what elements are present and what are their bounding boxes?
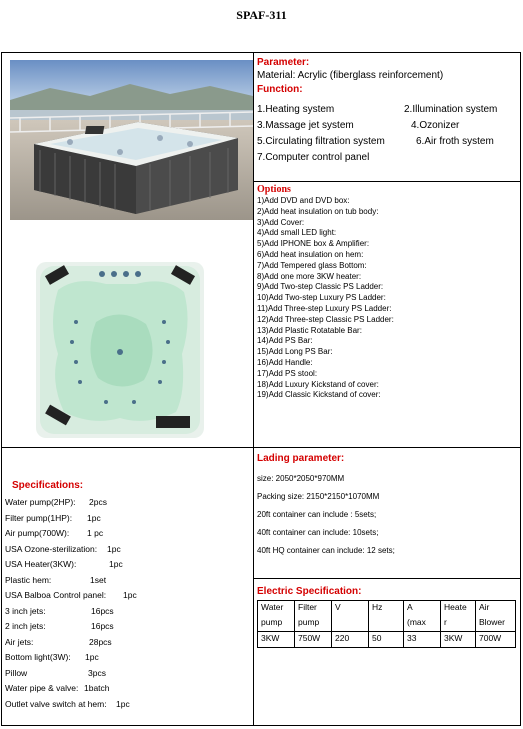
spec-value: 1set [90, 574, 107, 585]
function-row [257, 118, 519, 134]
option-item: 7)Add Tempered glass Bottom: [257, 260, 367, 270]
table-cell: (max [404, 616, 441, 632]
table-cell: 750W [295, 632, 332, 648]
spec-label: Water pipe & valve: [5, 683, 79, 693]
spec-row [5, 542, 121, 558]
material-text: Material: Acrylic (fiberglass reinforcement) [257, 70, 444, 81]
table-cell [369, 616, 404, 632]
electric-header-row [258, 601, 516, 617]
spec-value: 3pcs [88, 667, 106, 678]
spec-value: 1batch [84, 683, 110, 693]
option-item: 13)Add Plastic Rotatable Bar: [257, 325, 362, 335]
table-cell: 3KW [258, 632, 295, 648]
spec-label: Air pump(700W): [5, 528, 70, 538]
spec-label: USA Heater(3KW): [5, 559, 77, 569]
spec-label: Water pump(2HP): [5, 497, 76, 507]
spec-row [5, 635, 112, 651]
electric-header-row [258, 616, 516, 632]
spec-label: 2 inch jets: [5, 621, 46, 631]
spec-row [5, 495, 107, 511]
spec-row [5, 604, 114, 620]
function-item: 6.Air froth system [416, 136, 494, 147]
function-row [257, 134, 519, 150]
spec-row [5, 666, 107, 682]
spec-row [5, 511, 107, 527]
hot-tub-terrace-photo [10, 60, 253, 220]
spec-row [5, 650, 107, 666]
table-cell: pump [258, 616, 295, 632]
table-cell: 220 [332, 632, 369, 648]
spec-label: 3 inch jets: [5, 605, 46, 616]
table-cell: Air [476, 601, 516, 617]
option-item: 15)Add Long PS Bar: [257, 347, 333, 357]
table-cell: pump [295, 616, 332, 632]
electric-value-row [258, 632, 516, 648]
option-item: 9)Add Two-step Classic PS Ladder: [257, 282, 384, 292]
options-list [257, 196, 394, 401]
spec-row [5, 573, 107, 589]
table-cell: A [404, 601, 441, 617]
row-divider [253, 181, 521, 182]
table-cell: Hz [369, 601, 404, 617]
spec-label: Filter pump(1HP): [5, 512, 73, 523]
table-cell: 50 [369, 632, 404, 648]
spec-label: Air jets: [5, 636, 34, 647]
option-item: 2)Add heat insulation on tub body: [257, 206, 379, 216]
function-heading: Function: [257, 84, 303, 95]
parameter-heading: Parameter: [257, 57, 310, 68]
option-item: 5)Add IPHONE box & Amplifier: [257, 239, 370, 249]
specifications-heading: Specifications: [12, 480, 84, 491]
spec-row [5, 588, 137, 604]
spec-value: 28pcs [89, 636, 112, 647]
table-cell: r [441, 616, 476, 632]
option-item: 18)Add Luxury Kickstand of cover: [257, 379, 379, 389]
option-item: 6)Add heat insulation on hem: [257, 249, 364, 259]
spec-value: 1pc [107, 543, 121, 554]
spec-label: USA Balboa Control panel: [5, 590, 107, 600]
option-item: 17)Add PS stool: [257, 368, 318, 378]
hot-tub-top-view-photo [36, 262, 204, 438]
column-divider [253, 52, 254, 726]
option-item: 4)Add small LED light: [257, 228, 337, 238]
lading-section [257, 453, 395, 558]
spec-label: USA Ozone-sterilization: [5, 543, 98, 554]
function-row [257, 150, 519, 166]
lading-40ft-hq: 40ft HQ container can include: 12 sets; [257, 546, 395, 555]
function-item: 3.Massage jet system [257, 120, 354, 131]
table-cell: Water [258, 601, 295, 617]
option-item: 11)Add Three-step Luxury PS Ladder: [257, 303, 392, 313]
options-section [257, 184, 394, 401]
table-cell: 3KW [441, 632, 476, 648]
spec-row [5, 681, 110, 697]
option-item: 10)Add Two-step Luxury PS Ladder: [257, 293, 386, 303]
spec-value: 1 pc [87, 528, 104, 538]
option-item: 3)Add Cover: [257, 217, 305, 227]
option-item: 1)Add DVD and DVD box: [257, 196, 350, 205]
spec-label: Plastic hem: [5, 574, 52, 585]
specifications-list [5, 495, 137, 712]
option-item: 8)Add one more 3KW heater: [257, 271, 362, 281]
function-item: 5.Circulating filtration system [257, 136, 385, 147]
function-item: 2.Illumination system [404, 104, 498, 115]
spec-label: Outlet valve switch at hem: [5, 698, 107, 709]
spec-value: 1pc [123, 590, 137, 600]
option-item: 14)Add PS Bar: [257, 336, 313, 346]
parameter-section [257, 57, 443, 95]
lading-20ft: 20ft container can include : 5sets; [257, 510, 377, 519]
lading-40ft: 40ft container can include: 10sets; [257, 528, 379, 537]
function-item: 7.Computer control panel [257, 152, 370, 163]
spec-value: 16pcs [91, 621, 114, 631]
options-heading: Options [257, 184, 291, 195]
function-item: 1.Heating system [257, 104, 335, 115]
table-cell [332, 616, 369, 632]
option-item: 16)Add Handle: [257, 357, 313, 367]
table-cell: 33 [404, 632, 441, 648]
row-divider [1, 447, 521, 448]
lading-packing-size: Packing size: 2150*2150*1070MM [257, 492, 380, 501]
electric-table [257, 600, 516, 648]
spec-value: 16pcs [91, 605, 114, 616]
table-cell: V [332, 601, 369, 617]
lading-heading: Lading parameter: [257, 453, 345, 464]
lading-size: size: 2050*2050*970MM [257, 474, 345, 483]
table-cell: Blower [476, 616, 516, 632]
spec-row [5, 697, 130, 713]
spec-label: Pillow [5, 667, 28, 678]
table-cell: Filter [295, 601, 332, 617]
spec-value: 1pc [87, 512, 101, 523]
page-title: SPAF-311 [236, 8, 287, 22]
electric-heading: Electric Specification: [257, 586, 362, 597]
spec-value: 1pc [109, 559, 123, 569]
spec-label: Bottom light(3W): [5, 652, 71, 662]
function-list [257, 102, 519, 166]
row-divider [253, 578, 521, 579]
function-row [257, 102, 519, 118]
table-cell: 700W [476, 632, 516, 648]
function-item: 4.Ozonizer [411, 120, 460, 131]
spec-value: 2pcs [89, 497, 107, 507]
spec-value: 1pc [116, 698, 130, 709]
spec-value: 1pc [85, 652, 99, 662]
table-cell: Heate [441, 601, 476, 617]
option-item: 12)Add Three-step Classic PS Ladder: [257, 314, 394, 324]
option-item: 19)Add Classic Kickstand of cover: [257, 390, 381, 400]
spec-row [5, 619, 114, 635]
spec-row [5, 526, 107, 542]
spec-row [5, 557, 123, 573]
